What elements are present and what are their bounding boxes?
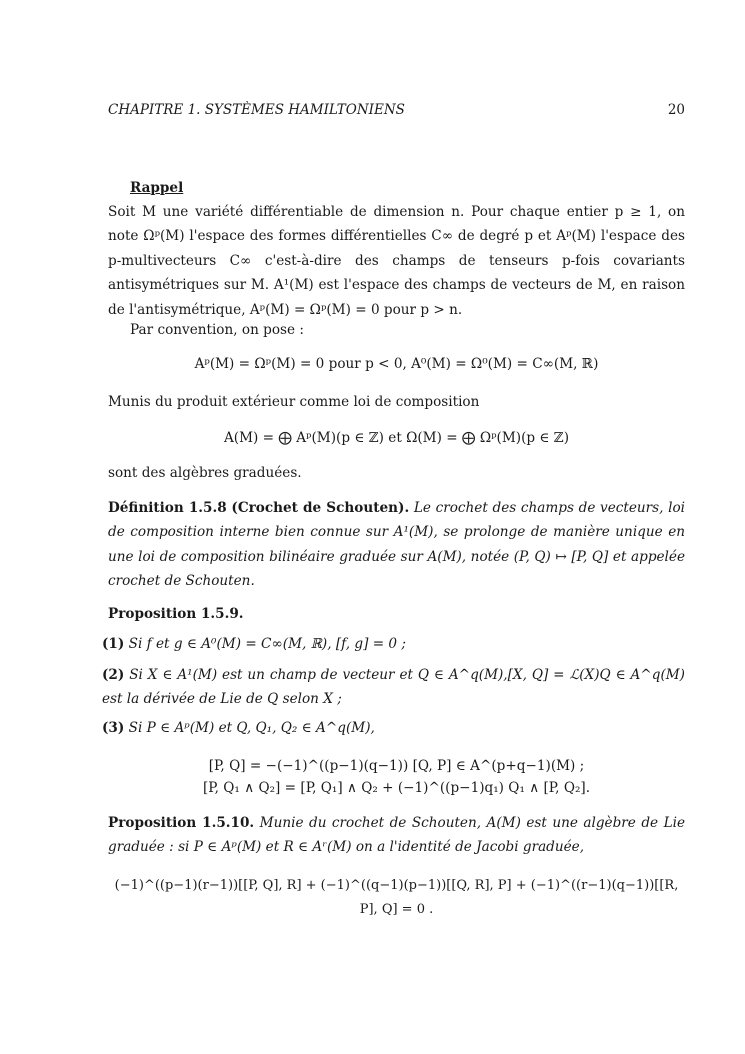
equation-graded-algebras: A(M) = ⨁ Aᵖ(M)(p ∈ ℤ) et Ω(M) = ⨁ Ωᵖ(M)(p ∈ ℤ) [223, 430, 570, 446]
proposition-label: Proposition 1.5.10. [108, 815, 255, 831]
definition-1-5-8 [108, 496, 685, 594]
page-number: 20 [667, 102, 685, 118]
equation-leibniz: [P, Q₁ ∧ Q₂] = [P, Q₁] ∧ Q₂ + (−1)^((p−1)q₁) Q₁ ∧ [P, Q₂]. [202, 780, 591, 796]
item-number: (2) [102, 667, 125, 683]
rappel-title: Rappel [130, 180, 184, 196]
item-text: Si X ∈ A¹(M) est un champ de vecteur et Q ∈ A^q(M),[X, Q] = ℒ(X)Q ∈ A^q(M) est la dérivée de Lie de Q selon X ; [102, 667, 685, 708]
chapter-title: CHAPITRE 1. SYSTÈMES HAMILTONIENS [108, 102, 405, 118]
rappel-paragraph-1: Soit M une variété différentiable de dimension n. Pour chaque entier p ≥ 1, on note Ωᵖ(M) l'espace des formes différentielles C∞ de degré p et Aᵖ(M) l'espace des p-multivecteurs C∞ c'est-à-dire des champs de tenseurs p-fois covariants antisymétriques sur M. A¹(M) est l'espace des champs de vecteurs de M, en raison de l'antisymétrique, Aᵖ(M) = Ωᵖ(M) = 0 pour p > n. [108, 204, 685, 318]
rappel-paragraph-3: Munis du produit extérieur comme loi de composition [108, 394, 480, 410]
definition-body: Le crochet des champs de vecteurs, loi de composition interne bien connue sur A¹(M), se prolonge de manière unique en une loi de composition bilinéaire graduée sur A(M), notée (P, Q) ↦ [P, Q] et appelée crochet de Schouten. [108, 500, 685, 590]
proposition-1-5-10 [108, 811, 685, 860]
running-header [108, 102, 685, 118]
definition-name: (Crochet de Schouten). [231, 500, 410, 516]
equation-jacobi: (−1)^((p−1)(r−1))[[P, Q], R] + (−1)^((q−1)(p−1))[[Q, R], P] + (−1)^((r−1)(q−1))[[R, P], Q] = 0 . [114, 878, 679, 918]
item-text: Si f et g ∈ A⁰(M) = C∞(M, ℝ), [f, g] = 0 ; [128, 636, 406, 652]
equation-antisymmetry: [P, Q] = −(−1)^((p−1)(q−1)) [Q, P] ∈ A^(p+q−1)(M) ; [208, 758, 585, 774]
rappel-paragraph-2: Par convention, on pose : [130, 322, 304, 338]
proposition-item-1 [102, 632, 685, 656]
proposition-body: Munie du crochet de Schouten, A(M) est une algèbre de Lie graduée : si P ∈ Aᵖ(M) et R ∈ Aʳ(M) on a l'identité de Jacobi graduée, [108, 815, 685, 856]
equation-convention: Aᵖ(M) = Ωᵖ(M) = 0 pour p < 0, A⁰(M) = Ω⁰(M) = C∞(M, ℝ) [194, 356, 599, 372]
item-number: (1) [102, 636, 125, 652]
item-text: Si P ∈ Aᵖ(M) et Q, Q₁, Q₂ ∈ A^q(M), [128, 720, 375, 736]
proposition-item-2 [102, 663, 685, 712]
rappel-paragraph-4: sont des algèbres graduées. [108, 465, 302, 481]
item-number: (3) [102, 720, 125, 736]
proposition-item-3 [102, 716, 685, 740]
proposition-1-5-9-label: Proposition 1.5.9. [108, 606, 244, 622]
definition-label: Définition 1.5.8 [108, 500, 227, 516]
